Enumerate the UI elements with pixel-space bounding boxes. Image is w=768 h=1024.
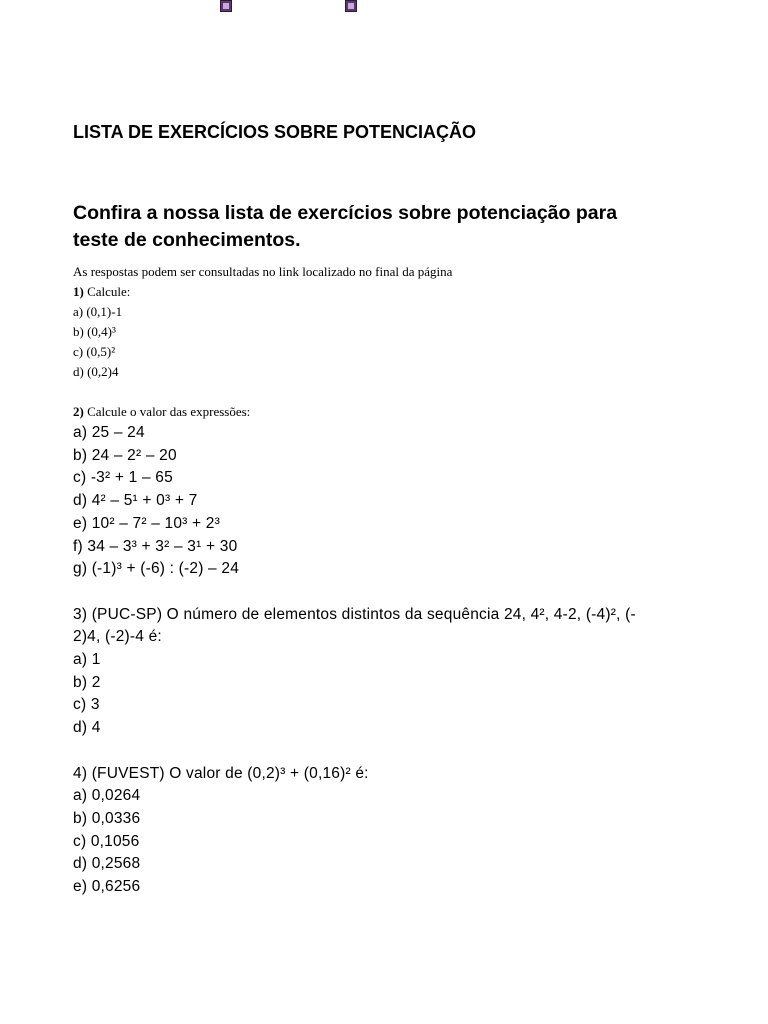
q2-option-g: g) (-1)³ + (-6) : (-2) – 24 — [73, 560, 240, 578]
q4-option-d: d) 0,2568 — [73, 855, 141, 873]
q2-option-c: c) -3² + 1 – 65 — [73, 469, 173, 487]
question-1-heading — [73, 282, 703, 302]
question-prompt: Calcule o valor das expressões: — [83, 404, 251, 419]
question-2-heading — [73, 402, 703, 422]
q3-option-d: d) 4 — [73, 719, 101, 737]
q2-option-e: e) 10² – 7² – 10³ + 2³ — [73, 514, 220, 532]
question-number: 2) — [73, 404, 84, 419]
anchor-marker-icon — [345, 0, 357, 12]
q3-option-c: c) 3 — [73, 696, 100, 714]
page-title: LISTA DE EXERCÍCIOS SOBRE POTENCIAÇÃO — [73, 122, 477, 142]
question-3-text-cont: 2)4, (-2)-4 é: — [73, 628, 162, 646]
question-3-text: 3) (PUC-SP) O número de elementos distintos da sequência 24, 4², 4-2, (-4)², (- — [73, 605, 636, 623]
subtitle-line: teste de conhecimentos. — [73, 229, 301, 251]
q1-option-b: b) (0,4)³ — [73, 324, 116, 339]
q4-option-e: e) 0,6256 — [73, 878, 141, 896]
anchor-marker-icon — [220, 0, 232, 12]
q1-option-d: d) (0,2)4 — [73, 364, 119, 379]
question-number: 1) — [73, 284, 84, 299]
q2-option-f: f) 34 – 3³ + 3² – 3¹ + 30 — [73, 537, 238, 555]
page-subtitle — [73, 200, 703, 254]
q3-option-b: b) 2 — [73, 673, 101, 691]
q2-option-d: d) 4² – 5¹ + 0³ + 7 — [73, 492, 198, 510]
spacer — [73, 581, 703, 604]
question-prompt: Calcule: — [83, 284, 131, 299]
q2-option-b: b) 24 – 2² – 20 — [73, 446, 177, 464]
question-4-text: 4) (FUVEST) O valor de (0,2)³ + (0,16)² é: — [73, 764, 369, 782]
spacer — [73, 382, 703, 402]
q4-option-c: c) 0,1056 — [73, 832, 140, 850]
q4-option-a: a) 0,0264 — [73, 787, 141, 805]
q1-option-a: a) (0,1)-1 — [73, 304, 123, 319]
subtitle-line: Confira a nossa lista de exercícios sobre potenciação para — [73, 202, 618, 224]
q1-option-c: c) (0,5)² — [73, 344, 116, 359]
q4-option-b: b) 0,0336 — [73, 809, 141, 827]
q2-option-a: a) 25 – 24 — [73, 424, 145, 441]
q3-option-a: a) 1 — [73, 651, 101, 669]
document-body — [73, 120, 703, 899]
spacer — [73, 740, 703, 763]
intro-text: As respostas podem ser consultadas no link localizado no final da página — [73, 264, 453, 279]
